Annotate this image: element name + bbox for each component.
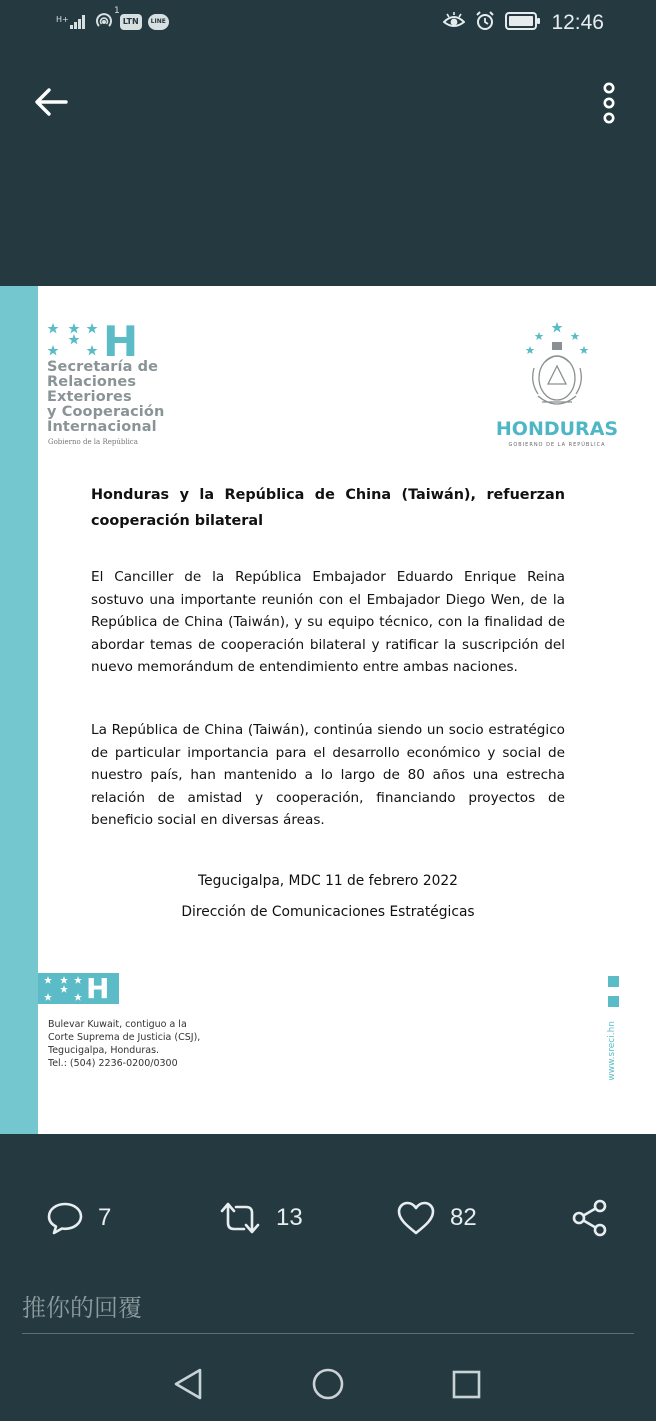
signal-icon xyxy=(56,15,88,29)
ministry-name xyxy=(47,360,164,435)
sim-badge: 1 xyxy=(113,6,120,16)
heart-icon xyxy=(396,1199,436,1237)
more-vertical-icon xyxy=(594,80,624,126)
square-recents-icon xyxy=(446,1364,486,1404)
document-place-date: Tegucigalpa, MDC 11 de febrero 2022 xyxy=(198,873,458,889)
coat-of-arms-icon xyxy=(490,322,624,418)
status-bar xyxy=(0,0,656,52)
retweet-button[interactable] xyxy=(218,1190,303,1246)
status-left xyxy=(56,6,169,33)
ministry-logo xyxy=(47,317,187,452)
line-app-icon: LINE xyxy=(148,14,169,30)
ministry-name-line: y Cooperación xyxy=(47,404,165,420)
ltn-app-icon: LTN xyxy=(120,14,142,30)
reply-count: 7 xyxy=(98,1204,112,1231)
retweet-count: 13 xyxy=(276,1204,303,1231)
address-line: Bulevar Kuwait, contiguo a la xyxy=(48,1019,187,1030)
website-text: www.sreci.hn xyxy=(607,1021,617,1081)
ministry-name-line: Internacional xyxy=(47,419,157,435)
tweet-actions xyxy=(0,1190,656,1246)
back-button[interactable] xyxy=(30,84,74,120)
eye-comfort-icon xyxy=(443,12,465,34)
footer-square xyxy=(608,996,619,1007)
network-type: H+ xyxy=(56,14,69,24)
retweet-icon xyxy=(218,1199,262,1237)
document-paragraph: La República de China (Taiwán), continúa siendo un socio estratégico de particular importancia para el desarrollo económico y social de nuestro país, han mantenido a lo largo de 80 años una estrecha relación de amistad y cooperación, financiando proyectos de beneficio social en diversas áreas. xyxy=(91,722,565,828)
document-side-stripe xyxy=(0,286,38,1134)
triangle-back-icon xyxy=(170,1364,210,1404)
ministry-subtitle: Gobierno de la República xyxy=(48,438,138,446)
honduras-subtitle: GOBIERNO DE LA REPÚBLICA xyxy=(508,442,606,448)
status-right xyxy=(443,11,604,35)
footer-square xyxy=(608,976,619,987)
address-line: Tegucigalpa, Honduras. xyxy=(48,1045,160,1056)
clock: 12:46 xyxy=(551,11,604,34)
like-button[interactable] xyxy=(396,1190,477,1246)
alarm-icon xyxy=(475,11,495,35)
ministry-name-line: Exteriores xyxy=(47,389,132,405)
comment-icon xyxy=(46,1199,84,1237)
nav-recents-button[interactable] xyxy=(446,1364,486,1404)
ministry-name-line: Secretaría de xyxy=(47,359,159,375)
address-line: Tel.: (504) 2236-0200/0300 xyxy=(48,1058,178,1069)
tweet-image-document[interactable] xyxy=(0,286,656,1134)
honduras-wordmark: HONDURAS xyxy=(495,418,619,440)
document-paragraph: El Canciller de la República Embajador Eduardo Enrique Reina sostuvo una importante reunión con el Embajador Diego Wen, de la República de China (Taiwán), y su equipo técnico, con la finalidad de abordar temas de cooperación bilateral y ratificar la suscripción del nuevo memorándum de entendimiento entre ambas naciones. xyxy=(91,569,565,675)
hotspot-icon xyxy=(94,6,120,33)
arrow-left-icon xyxy=(30,84,74,120)
more-options-button[interactable] xyxy=(594,80,624,126)
address-line: Corte Suprema de Justicia (CSJ), xyxy=(48,1032,201,1043)
nav-home-button[interactable] xyxy=(308,1364,348,1404)
ministry-h-mark: H xyxy=(103,317,139,366)
circle-home-icon xyxy=(308,1364,348,1404)
battery-icon xyxy=(505,12,541,34)
footer-logo-band xyxy=(38,973,119,1004)
footer-h-mark: H xyxy=(86,972,110,1005)
stars-icon xyxy=(47,322,103,362)
document-title: Honduras y la República de China (Taiwán), refuerzan cooperación bilateral xyxy=(91,487,565,529)
honduras-logo xyxy=(490,322,624,452)
document-department: Dirección de Comunicaciones Estratégicas xyxy=(181,904,475,920)
share-icon xyxy=(570,1198,610,1238)
nav-back-button[interactable] xyxy=(170,1364,210,1404)
ministry-name-line: Relaciones xyxy=(47,374,137,390)
footer-stars-icon xyxy=(42,973,86,1004)
like-count: 82 xyxy=(450,1204,477,1231)
reply-input[interactable]: 推你的回覆 xyxy=(22,1282,634,1334)
share-button[interactable] xyxy=(570,1190,610,1246)
reply-button[interactable] xyxy=(46,1190,111,1246)
system-nav-bar xyxy=(0,1350,656,1421)
footer-address xyxy=(48,1018,200,1070)
